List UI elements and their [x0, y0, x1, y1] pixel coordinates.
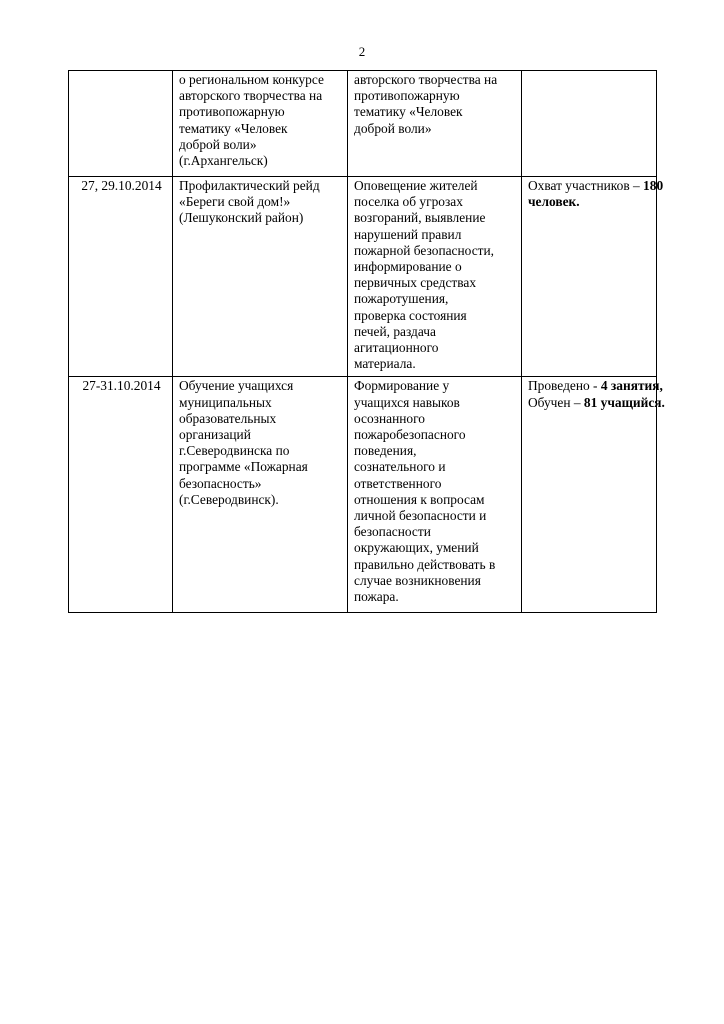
event-line: образовательных	[179, 410, 277, 426]
goal-line: доброй воли»	[354, 120, 432, 136]
goal-line: первичных средствах	[354, 275, 477, 291]
event-line: муниципальных	[179, 394, 272, 410]
date-cell: 27-31.10.2014	[69, 377, 173, 613]
result-value: 81 учащийся.	[583, 394, 665, 410]
event-line: «Береги свой дом!»	[179, 194, 291, 210]
table-row	[69, 377, 657, 613]
result-line	[528, 178, 664, 194]
goal-line: пожаротушения,	[354, 291, 449, 307]
goal-line: поселка об угрозах	[354, 194, 463, 210]
result-line	[528, 378, 663, 394]
goal-line: поведения,	[354, 443, 417, 459]
table-row	[69, 177, 657, 377]
goal-line: нарушений правил	[354, 226, 462, 242]
result-value: человек.	[528, 194, 580, 210]
goal-line: правильно действовать в	[354, 556, 496, 572]
result-text: Проведено -	[528, 378, 601, 394]
goal-line: окружающих, умений	[354, 540, 479, 556]
event-cell	[173, 177, 348, 377]
result-cell	[522, 177, 664, 377]
event-cell	[173, 71, 348, 177]
table-row	[69, 71, 657, 177]
event-line: (Лешуконский район)	[179, 210, 304, 226]
goal-cell	[348, 377, 522, 613]
event-line: доброй воли»	[179, 136, 257, 152]
date-cell	[69, 71, 173, 177]
event-line: организаций	[179, 427, 251, 443]
event-line: Обучение учащихся	[179, 378, 294, 394]
event-line: противопожарную	[179, 104, 285, 120]
event-line: о региональном конкурсе	[179, 72, 324, 87]
result-text: Обучен –	[528, 394, 584, 410]
goal-line: агитационного	[354, 340, 439, 356]
goal-line: возгораний, выявление	[354, 210, 486, 226]
goal-line: случае возникновения	[354, 572, 481, 588]
goal-line: проверка состояния	[354, 307, 467, 323]
goal-line: отношения к вопросам	[354, 491, 485, 507]
result-text: Охват участников –	[528, 178, 644, 193]
goal-line: ответственного	[354, 475, 442, 491]
event-line: тематику «Человек	[179, 120, 288, 136]
goal-line: Формирование у	[354, 378, 450, 394]
goal-line: учащихся навыков	[354, 394, 460, 410]
event-line: (г.Архангельск)	[179, 153, 268, 169]
goal-line: Оповещение жителей	[354, 178, 478, 193]
goal-cell	[348, 177, 522, 377]
event-line: г.Северодвинска по	[179, 443, 290, 459]
goal-line: авторского творчества на	[354, 72, 498, 87]
goal-line: сознательного и	[354, 459, 446, 475]
page-number: 2	[358, 44, 366, 59]
date-cell: 27, 29.10.2014	[69, 177, 173, 377]
goal-line: тематику «Человек	[354, 104, 463, 120]
goal-cell	[348, 71, 522, 177]
event-line: (г.Северодвинск).	[179, 491, 279, 507]
result-value: 4 занятия,	[600, 378, 663, 394]
goal-line: пожарной безопасности,	[354, 242, 495, 258]
result-cell	[522, 377, 665, 613]
goal-line: печей, раздача	[354, 323, 436, 339]
event-line: безопасность»	[179, 475, 262, 491]
result-value: 180	[643, 178, 664, 193]
goal-line: безопасности	[354, 524, 431, 540]
events-table	[68, 70, 665, 613]
result-line	[528, 394, 665, 411]
result-cell	[522, 71, 657, 177]
event-cell	[173, 377, 348, 613]
event-line: программе «Пожарная	[179, 459, 308, 475]
event-line: авторского творчества на	[179, 88, 323, 104]
goal-line: материала.	[354, 356, 416, 372]
goal-line: пожара.	[354, 589, 399, 605]
event-line: Профилактический рейд	[179, 178, 320, 193]
goal-line: осознанного	[354, 410, 425, 426]
goal-line: информирование о	[354, 259, 462, 275]
goal-line: личной безопасности и	[354, 508, 487, 524]
result-line	[528, 194, 652, 210]
goal-line: противопожарную	[354, 88, 460, 104]
goal-line: пожаробезопасного	[354, 427, 466, 443]
